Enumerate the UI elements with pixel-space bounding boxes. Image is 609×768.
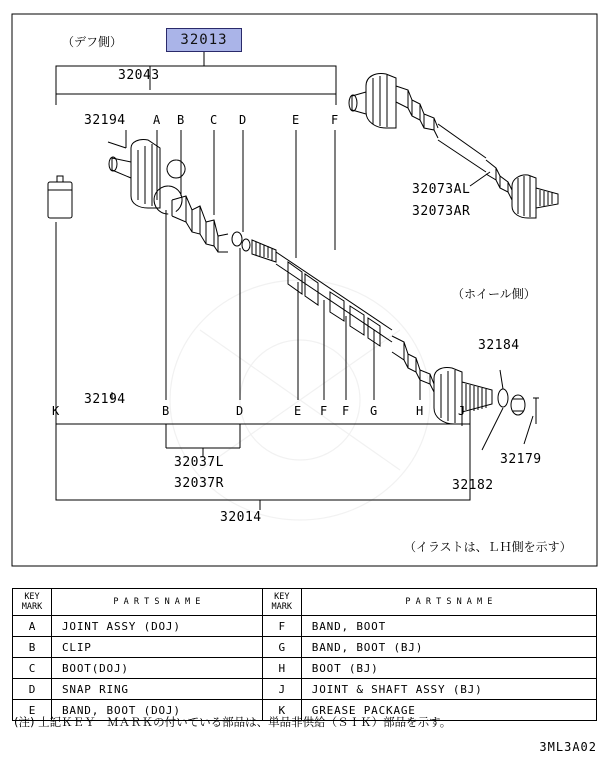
key-letter-bottom-e: E — [294, 404, 302, 418]
diagram-code: 3ML3A02 — [539, 740, 597, 754]
key-letter-bottom-f2: F — [342, 404, 350, 418]
label-illustration-note: （イラストは、ＬＨ側を示す） — [404, 540, 572, 554]
key-letter-bottom-h: H — [416, 404, 424, 418]
label-32037L: 32037L — [174, 455, 224, 470]
key-mark-cell: J — [262, 679, 301, 700]
key-letter-top-d: D — [239, 113, 247, 127]
key-letter-top-e: E — [292, 113, 300, 127]
parts-name-cell: CLIP — [52, 637, 263, 658]
parts-name-cell: JOINT ASSY (DOJ) — [52, 616, 263, 637]
key-mark-cell: H — [262, 658, 301, 679]
header-key-mark-left-line2: MARK — [21, 602, 43, 612]
key-mark-cell: B — [13, 637, 52, 658]
table-footnote: (注) 上記ＫＥＹ ＭＡＲＫの付いている部品は、単品非供給（ＳＩＫ）部品を示す。 — [14, 715, 452, 729]
highlighted-part-number: 32013 — [180, 32, 228, 48]
key-mark-cell: K — [262, 700, 301, 721]
header-key-mark-right-line2: MARK — [271, 602, 293, 612]
label-32043: 32043 — [118, 68, 160, 83]
key-mark-cell: A — [13, 616, 52, 637]
highlighted-part-callout[interactable] — [166, 28, 242, 52]
parts-name-cell: BOOT (BJ) — [301, 658, 596, 679]
key-letter-bottom-j: J — [458, 404, 466, 418]
table-row — [13, 679, 597, 700]
label-32014: 32014 — [220, 510, 262, 525]
key-letter-bottom-d: D — [236, 404, 244, 418]
key-letter-bottom-b: B — [162, 404, 170, 418]
label-32037R: 32037R — [174, 476, 224, 491]
key-letter-bottom-g: G — [370, 404, 378, 418]
label-32182: 32182 — [452, 478, 494, 493]
label-32194-lower: 32194 — [84, 392, 126, 407]
label-32179: 32179 — [500, 452, 542, 467]
key-letter-bottom-k: K — [52, 404, 60, 418]
label-32194-upper: 32194 — [84, 113, 126, 128]
key-mark-cell: D — [13, 679, 52, 700]
table-row — [13, 658, 597, 679]
label-32073AL: 32073AL — [412, 182, 471, 197]
key-letter-top-a: A — [153, 113, 161, 127]
key-letter-top-f: F — [331, 113, 339, 127]
label-wheel-side: （ホイール側） — [452, 287, 536, 301]
key-mark-cell: G — [262, 637, 301, 658]
label-diff-side: （デフ側） — [62, 35, 123, 49]
header-key-mark-left-line1: KEY — [24, 592, 40, 602]
key-mark-cell: F — [262, 616, 301, 637]
label-32073AR: 32073AR — [412, 204, 471, 219]
key-letter-top-c: C — [210, 113, 218, 127]
header-parts-name-right: P A R T S N A M E — [301, 589, 596, 616]
key-letter-top-b: B — [177, 113, 185, 127]
header-key-mark-right-line1: KEY — [274, 592, 290, 602]
header-key-mark-left — [13, 589, 52, 616]
table-row — [13, 637, 597, 658]
label-32184: 32184 — [478, 338, 520, 353]
parts-name-cell: GREASE PACKAGE — [301, 700, 596, 721]
key-letter-bottom-f1: F — [320, 404, 328, 418]
header-key-mark-right — [262, 589, 301, 616]
key-mark-cell: E — [13, 700, 52, 721]
parts-name-cell: JOINT & SHAFT ASSY (BJ) — [301, 679, 596, 700]
parts-name-table — [12, 588, 597, 721]
parts-name-cell: SNAP RING — [52, 679, 263, 700]
table-row — [13, 616, 597, 637]
header-parts-name-left: P A R T S N A M E — [52, 589, 263, 616]
parts-name-cell: BAND, BOOT (BJ) — [301, 637, 596, 658]
key-mark-cell: C — [13, 658, 52, 679]
parts-name-cell: BAND, BOOT (DOJ) — [52, 700, 263, 721]
parts-name-cell: BOOT(DOJ) — [52, 658, 263, 679]
parts-name-cell: BAND, BOOT — [301, 616, 596, 637]
